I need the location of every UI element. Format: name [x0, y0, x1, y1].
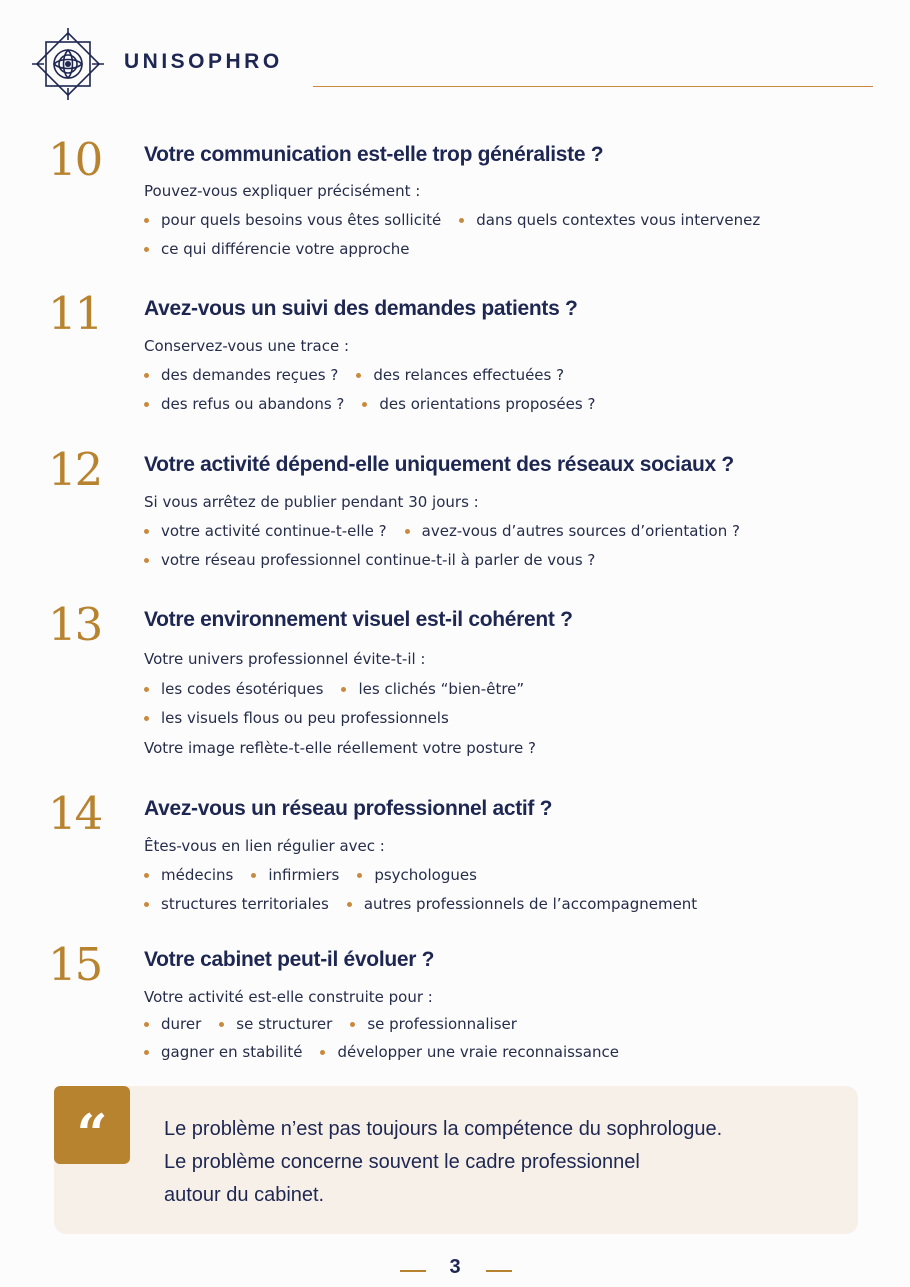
bullet-item	[144, 551, 595, 569]
unisophro-logo-icon	[28, 24, 108, 104]
question-number: 14	[48, 787, 102, 840]
bullet-row	[144, 895, 715, 913]
bullet-item	[341, 680, 524, 698]
bullet-dot-icon	[144, 687, 149, 692]
quote-mark-glyph: “	[76, 1102, 108, 1166]
page-number: 3	[449, 1256, 461, 1278]
bullet-row	[144, 522, 758, 540]
question-intro: Pouvez-vous expliquer précisément :	[144, 182, 421, 200]
bullet-row	[144, 680, 542, 698]
bullet-dot-icon	[341, 687, 346, 692]
bullet-text: les codes ésotériques	[161, 680, 324, 698]
bullet-text: votre activité continue-t-elle ?	[161, 522, 387, 540]
bullet-item	[350, 1015, 517, 1033]
question-intro: Votre activité est-elle construite pour :	[144, 988, 433, 1006]
bullet-text: ce qui différencie votre approche	[161, 240, 410, 258]
bullet-item	[144, 366, 338, 384]
bullet-item	[144, 895, 329, 913]
bullet-text: autres professionnels de l’accompagnement	[363, 895, 698, 913]
bullet-dot-icon	[144, 1050, 149, 1055]
quote-line: Le problème concerne souvent le cadre professionnel	[164, 1151, 640, 1173]
bullet-dot-icon	[405, 529, 410, 534]
bullet-item	[144, 211, 441, 229]
bullet-item	[144, 395, 344, 413]
bullet-row	[144, 709, 467, 727]
bullet-text: dans quels contextes vous intervenez	[476, 211, 761, 229]
bullet-row	[144, 551, 613, 569]
bullet-text: votre réseau professionnel continue-t-il à parler de vous ?	[161, 551, 596, 569]
bullet-dot-icon	[356, 373, 361, 378]
bullet-text: des refus ou abandons ?	[161, 395, 345, 413]
bullet-dot-icon	[219, 1022, 224, 1027]
bullet-item	[362, 395, 595, 413]
bullet-dot-icon	[144, 902, 149, 907]
bullet-row	[144, 1043, 637, 1061]
header-divider	[313, 86, 873, 87]
bullet-text: se structurer	[236, 1015, 333, 1033]
bullet-row	[144, 866, 495, 884]
bullet-item	[144, 709, 449, 727]
bullet-row	[144, 240, 427, 258]
bullet-dot-icon	[144, 558, 149, 563]
bullet-dot-icon	[144, 247, 149, 252]
question-number: 12	[48, 443, 102, 496]
question-number: 15	[48, 938, 102, 991]
bullet-dot-icon	[144, 218, 149, 223]
question-intro: Conservez-vous une trace :	[144, 337, 350, 355]
bullet-item	[144, 866, 233, 884]
bullet-item	[459, 211, 760, 229]
bullet-text: développer une vraie reconnaissance	[337, 1043, 619, 1061]
bullet-text: les visuels flous ou peu professionnels	[161, 709, 449, 727]
bullet-dot-icon	[320, 1050, 325, 1055]
bullet-row	[144, 211, 778, 229]
bullet-item	[144, 240, 409, 258]
footer-dash-right	[486, 1270, 512, 1272]
bullet-text: des relances effectuées ?	[373, 366, 565, 384]
bullet-dot-icon	[459, 218, 464, 223]
bullet-dot-icon	[144, 873, 149, 878]
question-title: Votre activité dépend-elle uniquement des réseaux sociaux ?	[144, 453, 734, 476]
question-intro: Votre univers professionnel évite-t-il :	[144, 650, 426, 668]
question-number: 10	[48, 133, 102, 186]
page-footer	[0, 1256, 910, 1284]
bullet-dot-icon	[144, 373, 149, 378]
bullet-item	[219, 1015, 332, 1033]
quote-line: Le problème n’est pas toujours la compétence du sophrologue.	[164, 1118, 723, 1140]
bullet-text: structures territoriales	[161, 895, 329, 913]
quote-line: autour du cabinet.	[164, 1184, 325, 1206]
question-intro: Si vous arrêtez de publier pendant 30 jours :	[144, 493, 479, 511]
bullet-item	[356, 366, 564, 384]
bullet-dot-icon	[347, 902, 352, 907]
bullet-row	[144, 1015, 535, 1033]
bullet-item	[405, 522, 740, 540]
question-title: Votre environnement visuel est-il cohérent ?	[144, 608, 573, 631]
bullet-text: avez-vous d’autres sources d’orientation ?	[421, 522, 740, 540]
question-number: 13	[48, 598, 102, 651]
footer-dash-left	[400, 1270, 426, 1272]
question-title: Votre communication est-elle trop généraliste ?	[144, 143, 604, 166]
bullet-text: des orientations proposées ?	[379, 395, 596, 413]
question-number: 11	[48, 287, 102, 340]
bullet-item	[347, 895, 697, 913]
bullet-item	[320, 1043, 618, 1061]
bullet-text: les clichés “bien-être”	[358, 680, 525, 698]
bullet-item	[144, 522, 387, 540]
bullet-item	[144, 1043, 302, 1061]
bullet-item	[357, 866, 477, 884]
bullet-text: des demandes reçues ?	[161, 366, 339, 384]
bullet-item	[144, 1015, 201, 1033]
bullet-dot-icon	[144, 529, 149, 534]
bullet-text: gagner en stabilité	[161, 1043, 303, 1061]
bullet-dot-icon	[144, 1022, 149, 1027]
bullet-item	[144, 680, 323, 698]
bullet-dot-icon	[350, 1022, 355, 1027]
bullet-text: médecins	[161, 866, 234, 884]
bullet-text: pour quels besoins vous êtes sollicité	[161, 211, 442, 229]
bullet-text: infirmiers	[268, 866, 340, 884]
page-header	[28, 24, 888, 104]
bullet-dot-icon	[251, 873, 256, 878]
bullet-text: psychologues	[374, 866, 477, 884]
bullet-dot-icon	[362, 402, 367, 407]
question-intro: Êtes-vous en lien régulier avec :	[144, 837, 385, 855]
quote-mark-icon	[54, 1086, 130, 1164]
question-outro: Votre image reflète-t-elle réellement votre posture ?	[144, 739, 536, 757]
bullet-item	[251, 866, 339, 884]
brand-name: UNISOPHRO	[124, 50, 283, 73]
bullet-text: durer	[161, 1015, 202, 1033]
question-title: Avez-vous un suivi des demandes patients ?	[144, 297, 578, 320]
bullet-dot-icon	[357, 873, 362, 878]
question-title: Avez-vous un réseau professionnel actif ?	[144, 797, 553, 820]
bullet-text: se professionnaliser	[367, 1015, 517, 1033]
bullet-dot-icon	[144, 402, 149, 407]
bullet-row	[144, 395, 613, 413]
bullet-row	[144, 366, 582, 384]
bullet-dot-icon	[144, 716, 149, 721]
question-title: Votre cabinet peut-il évoluer ?	[144, 948, 435, 971]
